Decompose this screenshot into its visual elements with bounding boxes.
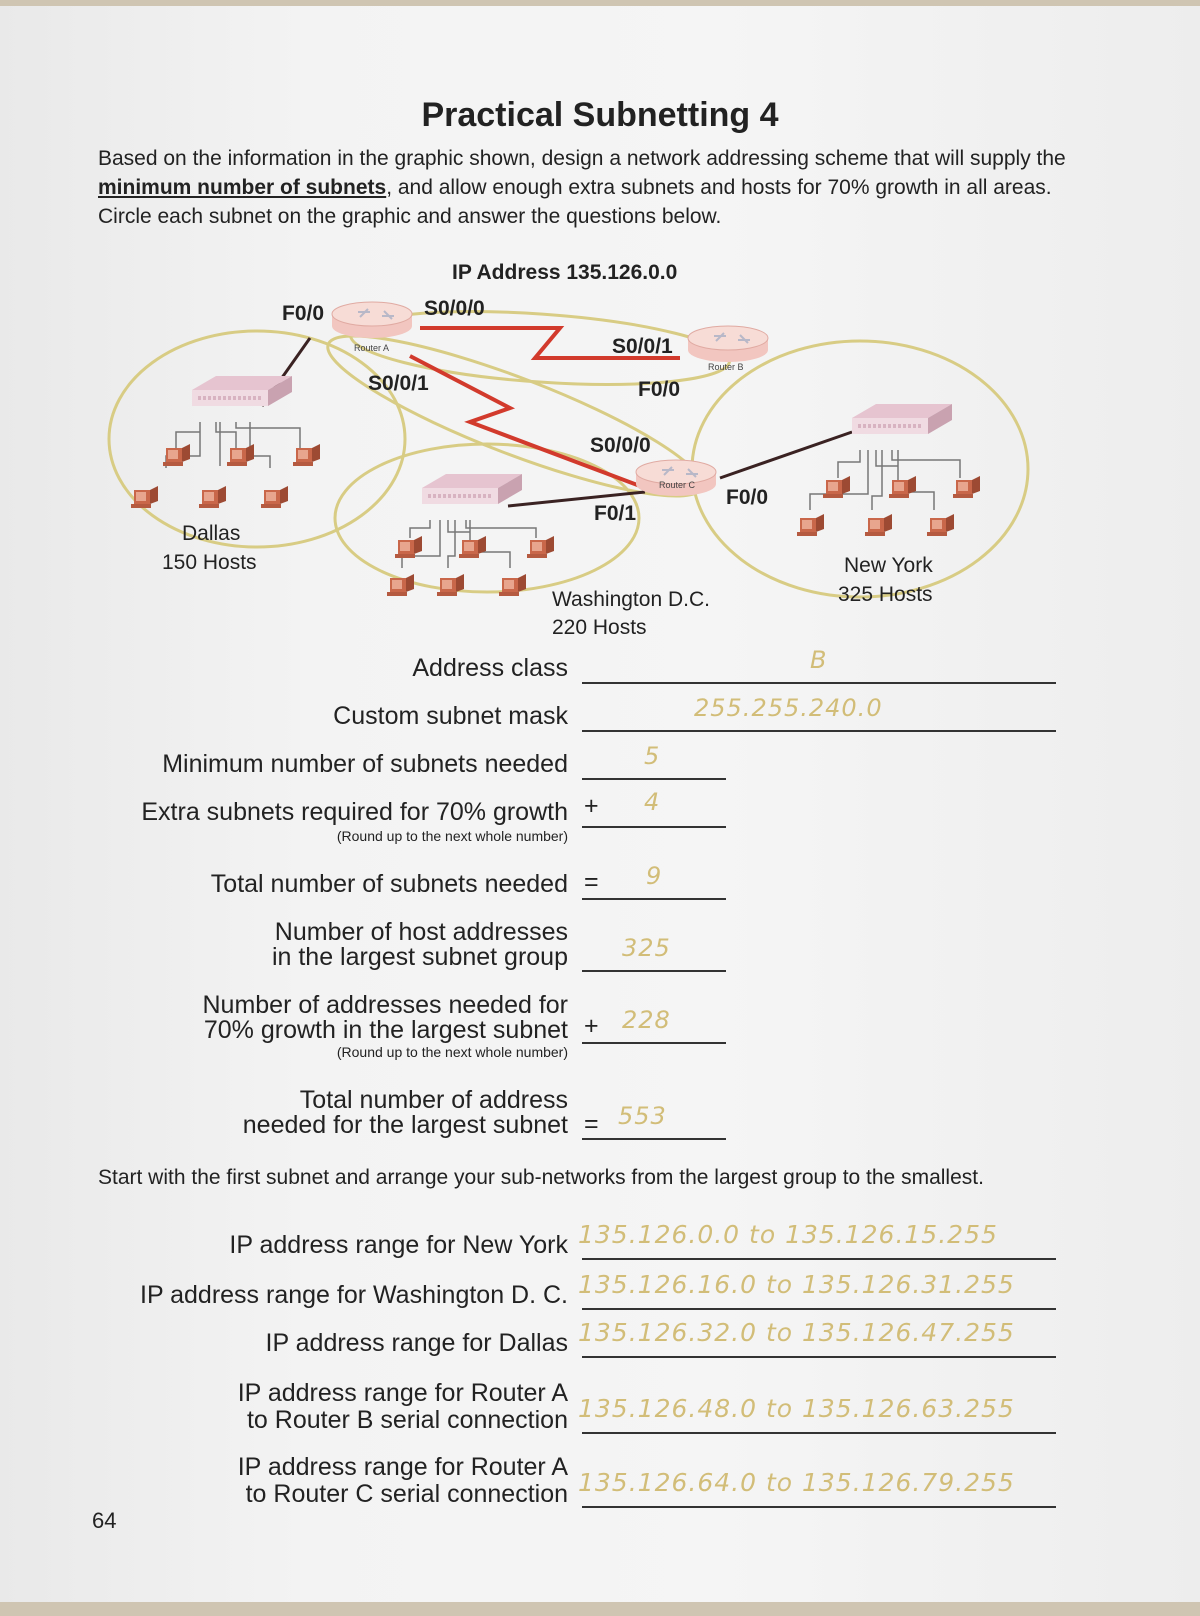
router-c-label: Router C <box>659 480 696 490</box>
equals-symbol: = <box>584 868 599 896</box>
router-c-icon <box>636 460 716 496</box>
subnet-mask-label: Custom subnet mask <box>333 702 568 730</box>
ra-s000-label: S0/0/0 <box>424 297 485 320</box>
dallas-pc-icon <box>131 486 158 508</box>
washington-name: Washington D.C. <box>552 588 710 611</box>
ip-address-label: IP Address 135.126.0.0 <box>452 261 678 284</box>
rc-f00-label: F0/0 <box>726 486 769 509</box>
intro-emphasis: minimum number of subnets <box>98 176 387 199</box>
plus-symbol: + <box>584 792 599 820</box>
rc-s000-label: S0/0/0 <box>590 434 651 457</box>
newyork-pc-icon <box>953 476 980 498</box>
newyork-pc-icon <box>865 514 892 536</box>
washington-pc-icon <box>437 574 464 596</box>
washington-switch-icon <box>422 474 522 504</box>
total-addresses-answer: 553 <box>618 1102 667 1130</box>
range-ra-rb-label-1: IP address range for Router A <box>237 1379 568 1407</box>
total-addresses-label-2: needed for the largest subnet <box>242 1111 568 1139</box>
washington-pc-icon <box>499 574 526 596</box>
dallas-subnet-circle <box>109 331 405 547</box>
worksheet-page <box>0 6 1200 1602</box>
intro-text-2: , and allow enough extra subnets and hosts for 70% growth in all areas. Circle each subnet on the graphic and answer the questions below. <box>98 176 1052 228</box>
growth-addresses-label-1: Number of addresses needed for <box>202 991 568 1019</box>
total-subnets-answer: 9 <box>646 862 663 890</box>
router-a-icon <box>332 302 412 338</box>
newyork-pc-icon <box>889 476 916 498</box>
largest-hosts-answer: 325 <box>622 934 671 962</box>
range-ra-rb-label-2: to Router B serial connection <box>246 1406 568 1434</box>
dallas-pc-icon <box>261 486 288 508</box>
min-subnets-answer: 5 <box>644 742 661 770</box>
extra-subnets-note: (Round up to the next whole number) <box>336 828 568 844</box>
instruction-text: Start with the first subnet and arrange your sub-networks from the largest group to the smallest. <box>98 1166 984 1189</box>
washington-pc-icon <box>459 536 486 558</box>
newyork-name: New York <box>844 554 933 577</box>
largest-hosts-label-2: in the largest subnet group <box>271 943 568 971</box>
dallas-pc-icon <box>199 486 226 508</box>
range-newyork-label: IP address range for New York <box>229 1231 568 1259</box>
dallas-switch-icon <box>192 376 292 406</box>
ra-s001-label: S0/0/1 <box>368 372 429 395</box>
ra-f00-label: F0/0 <box>282 302 325 325</box>
range-ra-rb-answer: 135.126.48.0 to 135.126.63.255 <box>578 1394 1015 1423</box>
dallas-name: Dallas <box>182 522 241 545</box>
intro-text-1: Based on the information in the graphic shown, design a network addressing scheme that will supply the <box>98 147 1066 170</box>
washington-pc-icon <box>395 536 422 558</box>
growth-addresses-label-2: 70% growth in the largest subnet <box>203 1016 568 1044</box>
rb-s001-label: S0/0/1 <box>612 335 673 358</box>
dallas-pc-icon <box>227 444 254 466</box>
growth-addresses-answer: 228 <box>622 1006 671 1034</box>
equals-symbol: = <box>584 1110 599 1138</box>
router-a-label: Router A <box>354 343 390 353</box>
range-ra-rc-label-2: to Router C serial connection <box>245 1480 568 1508</box>
dallas-hosts: 150 Hosts <box>162 551 257 574</box>
plus-symbol: + <box>584 1012 599 1040</box>
network-diagram <box>0 256 1200 636</box>
washington-hosts: 220 Hosts <box>552 616 647 636</box>
serial-link-ac <box>410 356 640 486</box>
address-class-label: Address class <box>412 654 568 682</box>
page-number: 64 <box>92 1508 117 1533</box>
page-title: Practical Subnetting 4 <box>421 96 779 134</box>
largest-hosts-label-1: Number of host addresses <box>274 918 568 946</box>
address-class-answer: B <box>810 646 828 674</box>
router-b-icon <box>688 326 768 362</box>
extra-subnets-label: Extra subnets required for 70% growth <box>141 798 568 826</box>
dallas-pc-icon <box>293 444 320 466</box>
min-subnets-label: Minimum number of subnets needed <box>162 750 568 778</box>
range-newyork-answer: 135.126.0.0 to 135.126.15.255 <box>578 1220 998 1249</box>
extra-subnets-answer: 4 <box>644 788 661 816</box>
newyork-hosts: 325 Hosts <box>838 583 933 606</box>
total-subnets-label: Total number of subnets needed <box>210 870 568 898</box>
range-ra-rc-answer: 135.126.64.0 to 135.126.79.255 <box>578 1468 1015 1497</box>
rc-f01-label: F0/1 <box>594 502 637 525</box>
range-washington-answer: 135.126.16.0 to 135.126.31.255 <box>578 1270 1015 1299</box>
range-ra-rc-label-1: IP address range for Router A <box>237 1453 568 1481</box>
newyork-switch-icon <box>852 404 952 434</box>
range-dallas-label: IP address range for Dallas <box>265 1329 568 1357</box>
range-dallas-answer: 135.126.32.0 to 135.126.47.255 <box>578 1318 1015 1347</box>
total-addresses-label-1: Total number of address <box>299 1086 568 1114</box>
range-washington-label: IP address range for Washington D. C. <box>140 1281 568 1309</box>
newyork-pc-icon <box>797 514 824 536</box>
newyork-pc-icon <box>927 514 954 536</box>
rb-f00-label: F0/0 <box>638 378 681 401</box>
growth-addresses-note: (Round up to the next whole number) <box>336 1044 568 1060</box>
intro-paragraph <box>98 144 1078 231</box>
subnet-mask-answer: 255.255.240.0 <box>694 694 883 722</box>
router-b-label: Router B <box>708 362 744 372</box>
washington-pc-icon <box>527 536 554 558</box>
